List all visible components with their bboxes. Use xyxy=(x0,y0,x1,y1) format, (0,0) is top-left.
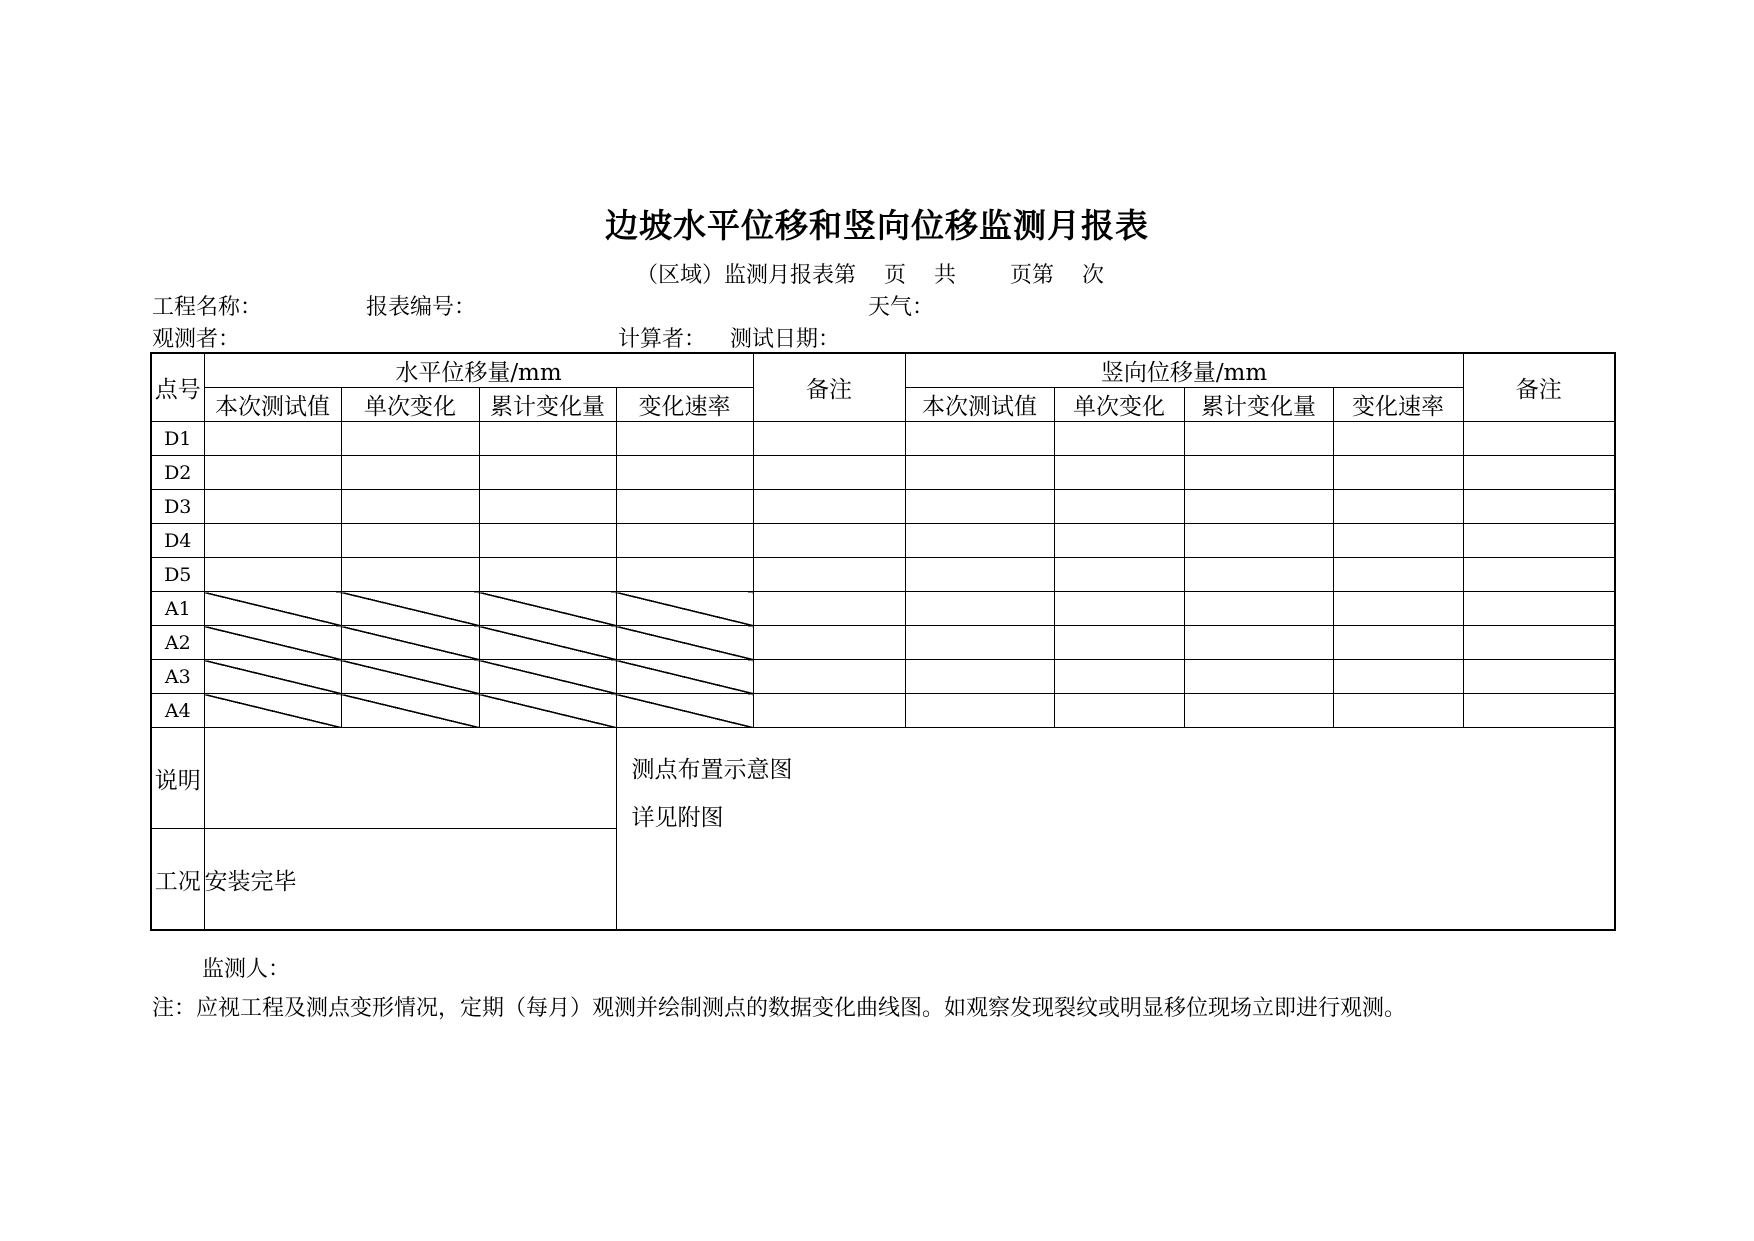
page-title: 边坡水平位移和竖向位移监测月报表 xyxy=(605,206,1149,245)
crossed-out-cell xyxy=(341,592,479,626)
data-cell[interactable] xyxy=(905,694,1054,728)
remark-cell[interactable] xyxy=(753,422,905,456)
sketch-cell xyxy=(616,728,1615,931)
data-cell[interactable] xyxy=(341,524,479,558)
data-cell[interactable] xyxy=(204,422,341,456)
data-cell[interactable] xyxy=(905,558,1054,592)
remark-header-horizontal: 备注 xyxy=(753,353,905,422)
data-cell[interactable] xyxy=(341,422,479,456)
sketch-note: 详见附图 xyxy=(631,805,724,831)
crossed-out-cell xyxy=(204,592,341,626)
crossed-out-cell xyxy=(204,626,341,660)
data-cell[interactable] xyxy=(1184,592,1333,626)
data-cell[interactable] xyxy=(1333,558,1463,592)
remark-cell[interactable] xyxy=(753,456,905,490)
col-cumulative-change-v: 累计变化量 xyxy=(1184,388,1333,422)
data-cell[interactable] xyxy=(479,456,616,490)
horizontal-displacement-header: 水平位移量/mm xyxy=(204,353,753,388)
data-cell[interactable] xyxy=(905,456,1054,490)
data-cell[interactable] xyxy=(1054,422,1184,456)
col-change-rate-v: 变化速率 xyxy=(1333,388,1463,422)
data-cell[interactable] xyxy=(1054,524,1184,558)
crossed-out-cell xyxy=(616,626,753,660)
data-cell[interactable] xyxy=(479,490,616,524)
remark-cell[interactable] xyxy=(753,524,905,558)
table-row xyxy=(151,422,1615,456)
remark-cell[interactable] xyxy=(753,490,905,524)
data-cell[interactable] xyxy=(1054,592,1184,626)
data-cell[interactable] xyxy=(616,558,753,592)
subtitle-times: 次 xyxy=(1082,263,1105,288)
data-cell[interactable] xyxy=(905,422,1054,456)
data-cell[interactable] xyxy=(1333,660,1463,694)
project-name-label: 工程名称： xyxy=(152,295,263,320)
point-label: A4 xyxy=(151,694,204,728)
subtitle-prefix: （区域）监测月报表第 xyxy=(635,263,856,288)
data-cell[interactable] xyxy=(616,490,753,524)
point-label: D5 xyxy=(151,558,204,592)
crossed-out-cell xyxy=(616,660,753,694)
table-row xyxy=(151,626,1615,660)
data-cell[interactable] xyxy=(1054,456,1184,490)
table-row xyxy=(151,694,1615,728)
data-cell[interactable] xyxy=(204,456,341,490)
monitor-label: 监测人： xyxy=(202,957,291,982)
table-row xyxy=(151,558,1615,592)
monitoring-table xyxy=(150,352,1616,931)
data-cell[interactable] xyxy=(616,456,753,490)
calculator-label: 计算者： xyxy=(618,327,707,352)
data-cell[interactable] xyxy=(1054,626,1184,660)
data-cell[interactable] xyxy=(1333,524,1463,558)
remark-cell[interactable] xyxy=(1463,592,1615,626)
remark-cell[interactable] xyxy=(753,660,905,694)
col-cumulative-change-h: 累计变化量 xyxy=(479,388,616,422)
data-cell[interactable] xyxy=(1333,456,1463,490)
explanation-cell[interactable] xyxy=(204,728,616,829)
remark-cell[interactable] xyxy=(1463,694,1615,728)
data-cell[interactable] xyxy=(905,592,1054,626)
crossed-out-cell xyxy=(204,694,341,728)
data-cell[interactable] xyxy=(1184,456,1333,490)
point-label: D1 xyxy=(151,422,204,456)
data-cell[interactable] xyxy=(1184,558,1333,592)
data-cell[interactable] xyxy=(1333,422,1463,456)
remark-cell[interactable] xyxy=(753,558,905,592)
data-cell[interactable] xyxy=(1184,422,1333,456)
footer-note: 注：应视工程及测点变形情况，定期（每月）观测并绘制测点的数据变化曲线图。如观察发现裂纹或明显移位现场立即进行观测。 xyxy=(152,996,1407,1021)
remark-cell[interactable] xyxy=(1463,558,1615,592)
point-label: A2 xyxy=(151,626,204,660)
crossed-out-cell xyxy=(479,694,616,728)
crossed-out-cell xyxy=(616,694,753,728)
report-no-label: 报表编号： xyxy=(366,295,477,320)
table-row xyxy=(151,592,1615,626)
observer-label: 观测者： xyxy=(152,327,241,352)
subtitle-page-no: 页第 xyxy=(1010,263,1055,288)
point-label: D4 xyxy=(151,524,204,558)
table-row xyxy=(151,490,1615,524)
data-cell[interactable] xyxy=(1054,660,1184,694)
col-change-rate-h: 变化速率 xyxy=(616,388,753,422)
crossed-out-cell xyxy=(341,694,479,728)
data-cell[interactable] xyxy=(341,456,479,490)
data-cell[interactable] xyxy=(1054,490,1184,524)
data-cell[interactable] xyxy=(1184,490,1333,524)
remark-cell[interactable] xyxy=(1463,422,1615,456)
col-current-value-h: 本次测试值 xyxy=(204,388,341,422)
col-current-value-v: 本次测试值 xyxy=(905,388,1054,422)
crossed-out-cell xyxy=(341,660,479,694)
data-cell[interactable] xyxy=(479,524,616,558)
remark-cell[interactable] xyxy=(1463,524,1615,558)
table-row xyxy=(151,524,1615,558)
data-cell[interactable] xyxy=(1184,524,1333,558)
data-cell[interactable] xyxy=(341,490,479,524)
data-cell[interactable] xyxy=(204,524,341,558)
crossed-out-cell xyxy=(616,592,753,626)
crossed-out-cell xyxy=(479,592,616,626)
data-cell[interactable] xyxy=(1333,592,1463,626)
sketch-label: 测点布置示意图 xyxy=(631,757,793,783)
data-cell[interactable] xyxy=(479,422,616,456)
point-label: A1 xyxy=(151,592,204,626)
crossed-out-cell xyxy=(479,660,616,694)
weather-label: 天气： xyxy=(868,295,935,320)
table-row xyxy=(151,660,1615,694)
col-single-change-v: 单次变化 xyxy=(1054,388,1184,422)
condition-value: 安装完毕 xyxy=(204,829,616,931)
data-cell[interactable] xyxy=(905,524,1054,558)
data-cell[interactable] xyxy=(1184,694,1333,728)
remark-header-vertical: 备注 xyxy=(1463,353,1615,422)
remark-cell[interactable] xyxy=(1463,660,1615,694)
data-cell[interactable] xyxy=(905,660,1054,694)
explanation-label: 说明 xyxy=(151,728,204,829)
crossed-out-cell xyxy=(479,626,616,660)
point-label: D3 xyxy=(151,490,204,524)
remark-cell[interactable] xyxy=(1463,456,1615,490)
data-cell[interactable] xyxy=(905,626,1054,660)
data-cell[interactable] xyxy=(1333,626,1463,660)
table-row xyxy=(151,456,1615,490)
col-single-change-h: 单次变化 xyxy=(341,388,479,422)
data-cell[interactable] xyxy=(616,524,753,558)
crossed-out-cell xyxy=(204,660,341,694)
remark-cell[interactable] xyxy=(753,592,905,626)
remark-cell[interactable] xyxy=(1463,490,1615,524)
data-cell[interactable] xyxy=(1054,558,1184,592)
point-label: A3 xyxy=(151,660,204,694)
test-date-label: 测试日期： xyxy=(730,327,841,352)
data-cell[interactable] xyxy=(204,558,341,592)
data-cell[interactable] xyxy=(905,490,1054,524)
data-cell[interactable] xyxy=(1054,694,1184,728)
crossed-out-cell xyxy=(341,626,479,660)
data-cell[interactable] xyxy=(1184,660,1333,694)
remark-cell[interactable] xyxy=(1463,626,1615,660)
remark-cell[interactable] xyxy=(753,626,905,660)
data-cell[interactable] xyxy=(1333,490,1463,524)
subtitle-total: 共 xyxy=(933,263,956,288)
data-cell[interactable] xyxy=(479,558,616,592)
data-cell[interactable] xyxy=(616,422,753,456)
report-subtitle xyxy=(0,258,1754,289)
data-cell[interactable] xyxy=(341,558,479,592)
vertical-displacement-header: 竖向位移量/mm xyxy=(905,353,1463,388)
condition-label: 工况 xyxy=(151,829,204,931)
remark-cell[interactable] xyxy=(753,694,905,728)
data-cell[interactable] xyxy=(204,490,341,524)
point-no-header: 点号 xyxy=(151,353,204,422)
point-label: D2 xyxy=(151,456,204,490)
subtitle-page: 页 xyxy=(883,263,906,288)
data-cell[interactable] xyxy=(1184,626,1333,660)
data-cell[interactable] xyxy=(1333,694,1463,728)
